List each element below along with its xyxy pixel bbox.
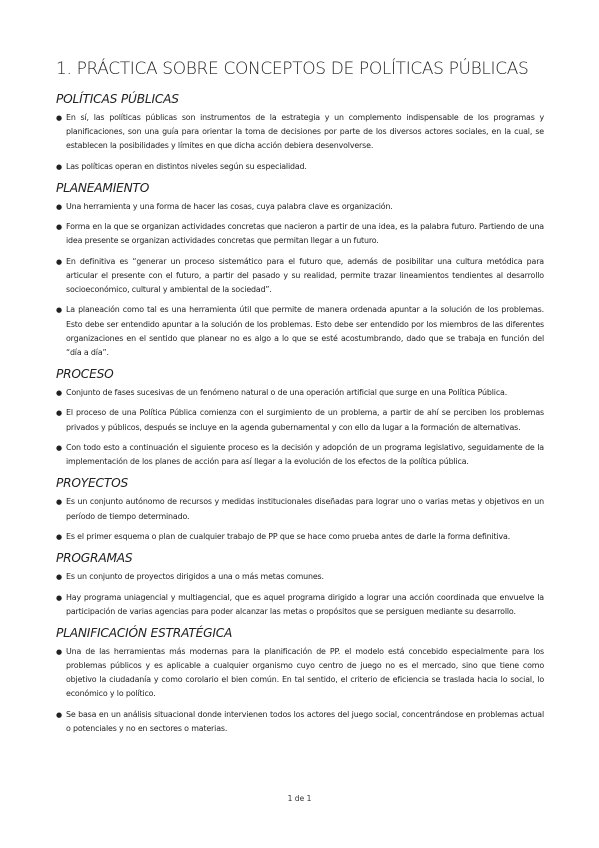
bullet-icon: ● xyxy=(56,223,62,232)
list-item xyxy=(56,591,544,619)
bullet-icon: ● xyxy=(56,389,62,398)
section-heading: PROYECTOS xyxy=(56,476,129,491)
sections-container xyxy=(56,91,544,736)
bullet-list xyxy=(56,570,544,619)
list-item-text: La planeación como tal es una herramienta útil que permite de manera ordenada apuntar a la solución de los problemas. Esto debe ser entendido apuntar a la solución de los problemas. Esto debe ser entendido por los miembros de las diferentes organizaciones en el sentido que planear no es algo a lo que se esté acostumbrando, dado que se trabaja en función del “día a día”. xyxy=(66,305,544,357)
list-item xyxy=(56,160,544,174)
list-item xyxy=(56,303,544,359)
section-heading: PROGRAMAS xyxy=(56,551,133,566)
list-item-text: Hay programa uniagencial y multiagencial, que es aquel programa dirigido a lograr una acción coordinada que envuelve la participación de varias agencias para poder alcanzar las metas o propósitos que se persiguen mediante su desarrollo. xyxy=(66,592,544,616)
section-heading: PLANEAMIENTO xyxy=(56,180,150,195)
bullet-icon: ● xyxy=(56,710,62,719)
bullet-list xyxy=(56,200,544,360)
list-item-text: Conjunto de fases sucesivas de un fenómeno natural o de una operación artificial que surge en una Política Pública. xyxy=(66,388,508,398)
list-item xyxy=(56,495,544,523)
bullet-icon: ● xyxy=(56,498,62,507)
bullet-icon: ● xyxy=(56,648,62,657)
bullet-icon: ● xyxy=(56,409,62,418)
list-item xyxy=(56,111,544,153)
bullet-list xyxy=(56,645,544,736)
section-heading: PLANIFICACIÓN ESTRATÉGICA xyxy=(56,626,233,641)
list-item xyxy=(56,645,544,701)
list-item xyxy=(56,386,544,400)
bullet-icon: ● xyxy=(56,257,62,266)
list-item xyxy=(56,441,544,469)
list-item xyxy=(56,530,544,544)
section-heading: POLÍTICAS PÚBLICAS xyxy=(56,92,179,106)
list-item xyxy=(56,406,544,434)
list-item-text: Es un conjunto autónomo de recursos y medidas institucionales diseñadas para lograr uno o varias metas y objetivos en un período de tiempo determinado. xyxy=(66,497,544,521)
bullet-icon: ● xyxy=(56,114,62,122)
bullet-list xyxy=(56,495,544,544)
list-item-text: Es un conjunto de proyectos dirigidos a una o más metas comunes. xyxy=(66,572,324,582)
list-item-text: El proceso de una Política Pública comienza con el surgimiento de un problema, a partir de ahí se perciben los problemas privados y públicos, después se incluye en la agenda gubernamental y con ello da lugar a la formación de alternativas. xyxy=(66,408,544,432)
bullet-icon: ● xyxy=(56,202,62,211)
list-item-text: Es el primer esquema o plan de cualquier trabajo de PP que se hace como prueba antes de darle la forma definitiva. xyxy=(66,531,511,541)
list-item-text: En sí, las políticas públicas son instrumentos de la estrategia y un complemento indispensable de los programas y planificaciones, son una guía para orientar la toma de decisiones por parte de los diversos actores sociales, en la cual, se establecen la posibilidades y límites en que dicha acción debiera desenvolverse. xyxy=(66,113,544,151)
document-content xyxy=(56,58,544,742)
document-title: 1. PRÁCTICA SOBRE CONCEPTOS DE POLÍTICAS PÚBLICAS xyxy=(56,59,529,79)
list-item xyxy=(56,255,544,297)
list-item-text: Con todo esto a continuación el siguiente proceso es la decisión y adopción de un programa legislativo, seguidamente de la implementación de los planes de acción para así llegar a la evolución de los efectos de la política pública. xyxy=(66,442,544,467)
bullet-icon: ● xyxy=(56,162,62,171)
list-item-text: Una herramienta y una forma de hacer las cosas, cuya palabra clave es organización. xyxy=(66,201,393,211)
list-item xyxy=(56,570,544,584)
bullet-icon: ● xyxy=(56,306,62,315)
list-item-text: Una de las herramientas más modernas para la planificación de PP. el modelo está concebido especialmente para los problemas públicos y es aplicable a cualquier organismo cuyo centro de juego no es el mercado, sino que tiene como objetivo la ciudadanía y como corolario el bien común. En tal sentido, el criterio de eficiencia se traslada hacia lo social, lo económico y lo político. xyxy=(66,647,544,699)
section-heading: PROCESO xyxy=(56,367,114,382)
bullet-list xyxy=(56,386,544,469)
bullet-icon: ● xyxy=(56,573,62,582)
list-item xyxy=(56,200,544,214)
bullet-icon: ● xyxy=(56,593,62,602)
bullet-list xyxy=(56,111,544,174)
list-item-text: Se basa en un análisis situacional donde intervienen todos los actores del juego social, concentrándose en problemas actual o potenciales y no en sectores o materias. xyxy=(66,709,544,733)
list-item xyxy=(56,708,544,736)
list-item xyxy=(56,220,544,248)
bullet-icon: ● xyxy=(56,532,62,541)
bullet-icon: ● xyxy=(56,443,62,452)
page-number: 1 de 1 xyxy=(287,794,312,803)
list-item-text: En definitiva es “generar un proceso sistemático para el futuro que, además de posibilitar una cultura metódica para articular el presente con el futuro, a partir del pasado y su realidad, permite trazar lineamientos tendientes al desarrollo socioeconómico, cultural y ambiental de la sociedad”. xyxy=(66,256,544,295)
list-item-text: Las políticas operan en distintos niveles según su especialidad. xyxy=(66,161,307,171)
list-item-text: Forma en la que se organizan actividades concretas que nacieron a partir de una idea, es la palabra futuro. Partiendo de una idea presente se organizan actividades concretas que permitan llegar a un futuro. xyxy=(66,222,544,246)
